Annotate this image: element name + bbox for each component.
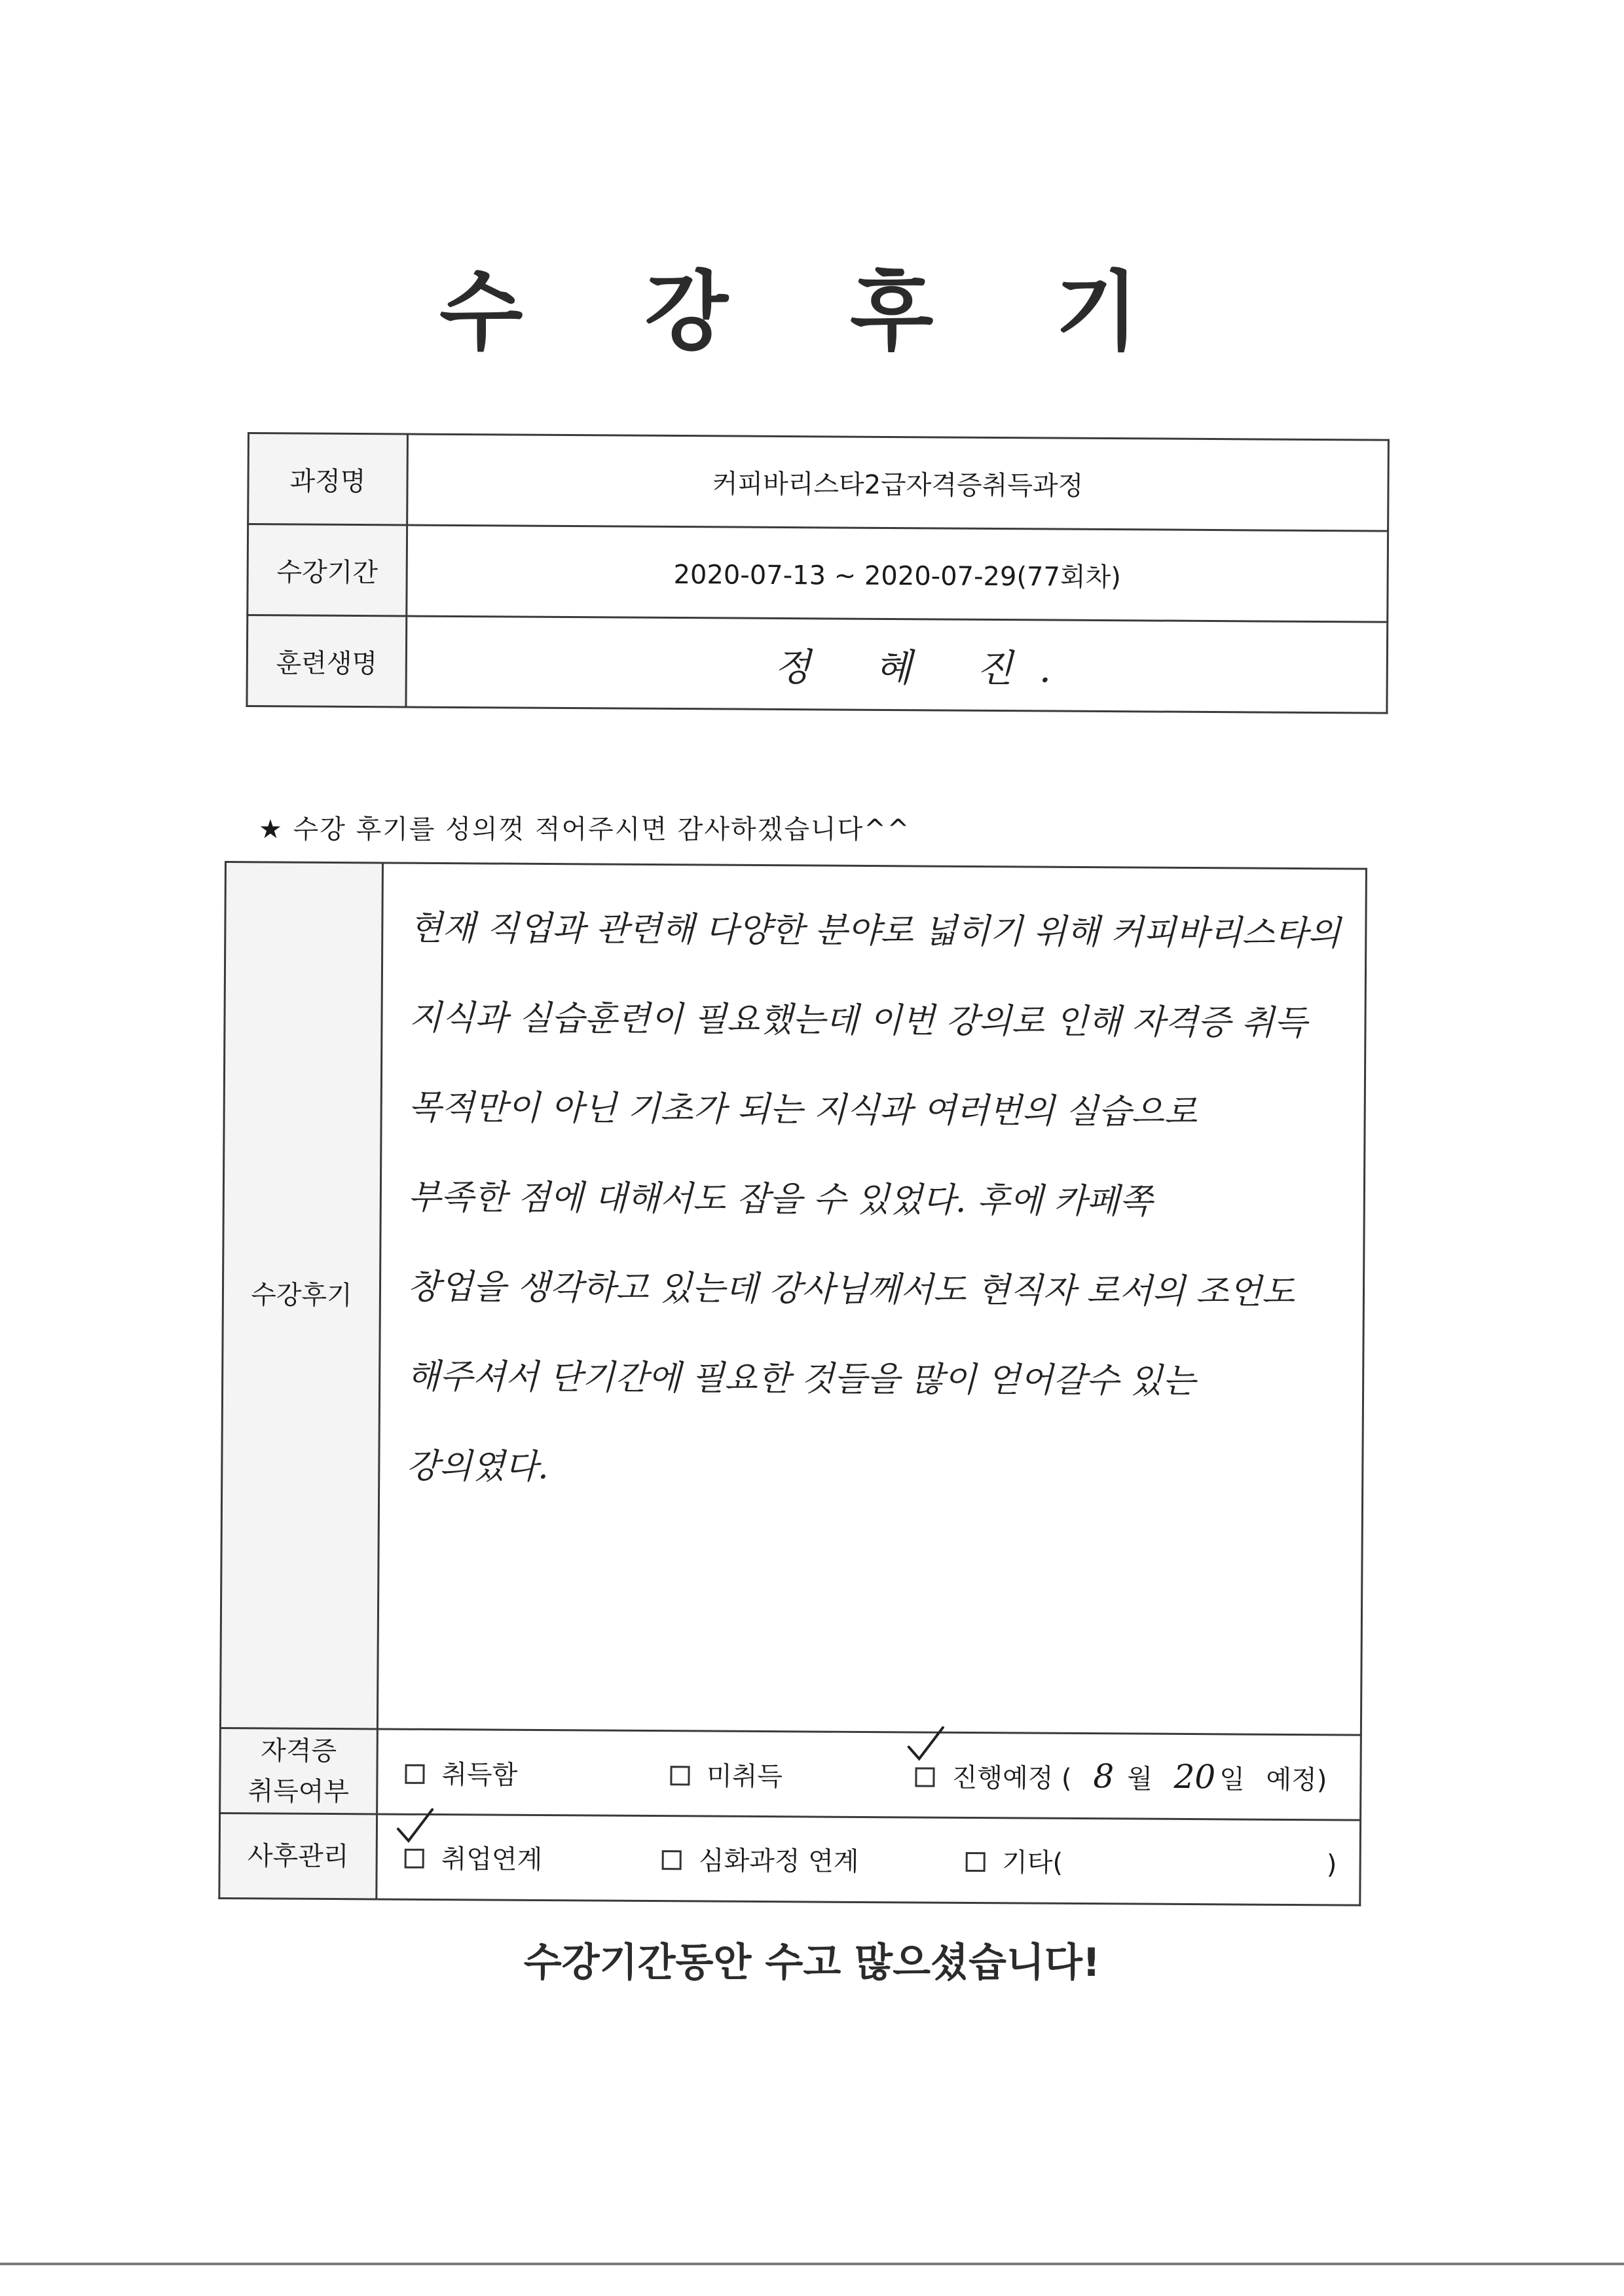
month-handwritten: 8 <box>1093 1757 1115 1795</box>
trainee-row <box>247 615 1388 714</box>
checkbox-acquired[interactable] <box>405 1764 424 1783</box>
option-advanced-course[interactable] <box>662 1840 859 1878</box>
checkmark-icon <box>906 1726 946 1765</box>
review-row <box>220 862 1366 1736</box>
certificate-options <box>377 1729 1361 1820</box>
review-line: 해주셔서 단기간에 필요한 것들을 많이 얻어갈수 있는 <box>407 1357 1196 1402</box>
period-label: 수강기간 <box>248 524 407 616</box>
course-row <box>248 433 1389 532</box>
option-in-progress[interactable] <box>915 1756 1327 1796</box>
option-acquired-label: 취득함 <box>441 1759 518 1791</box>
notice-text: ★ 수강 후기를 성의껏 적어주시면 감사하겠습니다^^ <box>259 814 911 845</box>
option-in-progress-label: 진행예정 ( <box>951 1762 1072 1794</box>
certificate-label <box>220 1728 378 1813</box>
review-line: 지식과 실습훈련이 필요했는데 이번 강의로 인해 자격증 취득 <box>409 998 1308 1044</box>
review-label: 수강후기 <box>220 862 382 1729</box>
month-label: 월 <box>1127 1763 1153 1795</box>
option-employment-label: 취업연계 <box>441 1844 543 1875</box>
checkbox-advanced-course[interactable] <box>662 1850 682 1870</box>
period-row <box>248 524 1388 623</box>
scan-edge-line <box>0 2263 1624 2265</box>
checkmark-icon <box>396 1808 435 1848</box>
option-employment[interactable] <box>405 1838 543 1876</box>
option-other-close: ) <box>1326 1850 1337 1880</box>
checkbox-other[interactable] <box>965 1852 985 1872</box>
period-value: 2020-07-13 ~ 2020-07-29(77회차) <box>407 525 1388 622</box>
course-label: 과정명 <box>248 433 408 525</box>
review-line: 현재 직업과 관련해 다양한 분야로 넓히기 위해 커피바리스타의 <box>409 908 1341 954</box>
review-line: 목적만이 아닌 기초가 되는 지식과 여러번의 실습으로 <box>408 1087 1198 1133</box>
review-table <box>218 861 1367 1906</box>
course-info-table <box>246 432 1390 714</box>
aftercare-options <box>377 1814 1361 1905</box>
trainee-name-field[interactable] <box>406 616 1388 713</box>
review-text-area[interactable] <box>377 863 1366 1735</box>
course-value: 커피바리스타2급자격증취득과정 <box>407 434 1389 531</box>
checkbox-not-acquired[interactable] <box>670 1766 690 1785</box>
option-other-label: 기타( <box>1002 1848 1063 1878</box>
day-handwritten: 20 <box>1173 1757 1216 1796</box>
option-acquired[interactable] <box>405 1753 517 1791</box>
option-not-acquired-label: 미취득 <box>706 1761 783 1792</box>
trainee-label: 훈련생명 <box>247 615 407 707</box>
trainee-name-handwritten: 정 혜 진. <box>773 644 1078 691</box>
footer-message: 수강기간동안 수고 많으셨습니다! <box>523 1940 1101 1986</box>
review-line: 창업을 생각하고 있는데 강사님께서도 현직자 로서의 조언도 <box>407 1267 1295 1312</box>
planned-suffix: 예정) <box>1266 1764 1327 1795</box>
option-not-acquired[interactable] <box>670 1755 783 1793</box>
aftercare-row <box>219 1813 1361 1905</box>
certificate-label-line1: 자격증 <box>261 1735 337 1766</box>
certificate-row <box>220 1728 1361 1820</box>
checkbox-in-progress[interactable] <box>915 1767 935 1787</box>
checkbox-employment[interactable] <box>405 1849 424 1868</box>
certificate-label-line2: 취득여부 <box>248 1776 350 1807</box>
review-line: 강의였다. <box>406 1446 549 1487</box>
option-other[interactable] <box>965 1842 1337 1881</box>
page-title: 수 강 후 기 <box>439 262 1185 363</box>
aftercare-label: 사후관리 <box>219 1813 377 1899</box>
option-advanced-course-label: 심화과정 연계 <box>698 1846 859 1877</box>
day-label: 일 <box>1219 1764 1245 1795</box>
review-line: 부족한 점에 대해서도 잡을 수 있었다. 후에 카페쪽 <box>407 1177 1153 1222</box>
